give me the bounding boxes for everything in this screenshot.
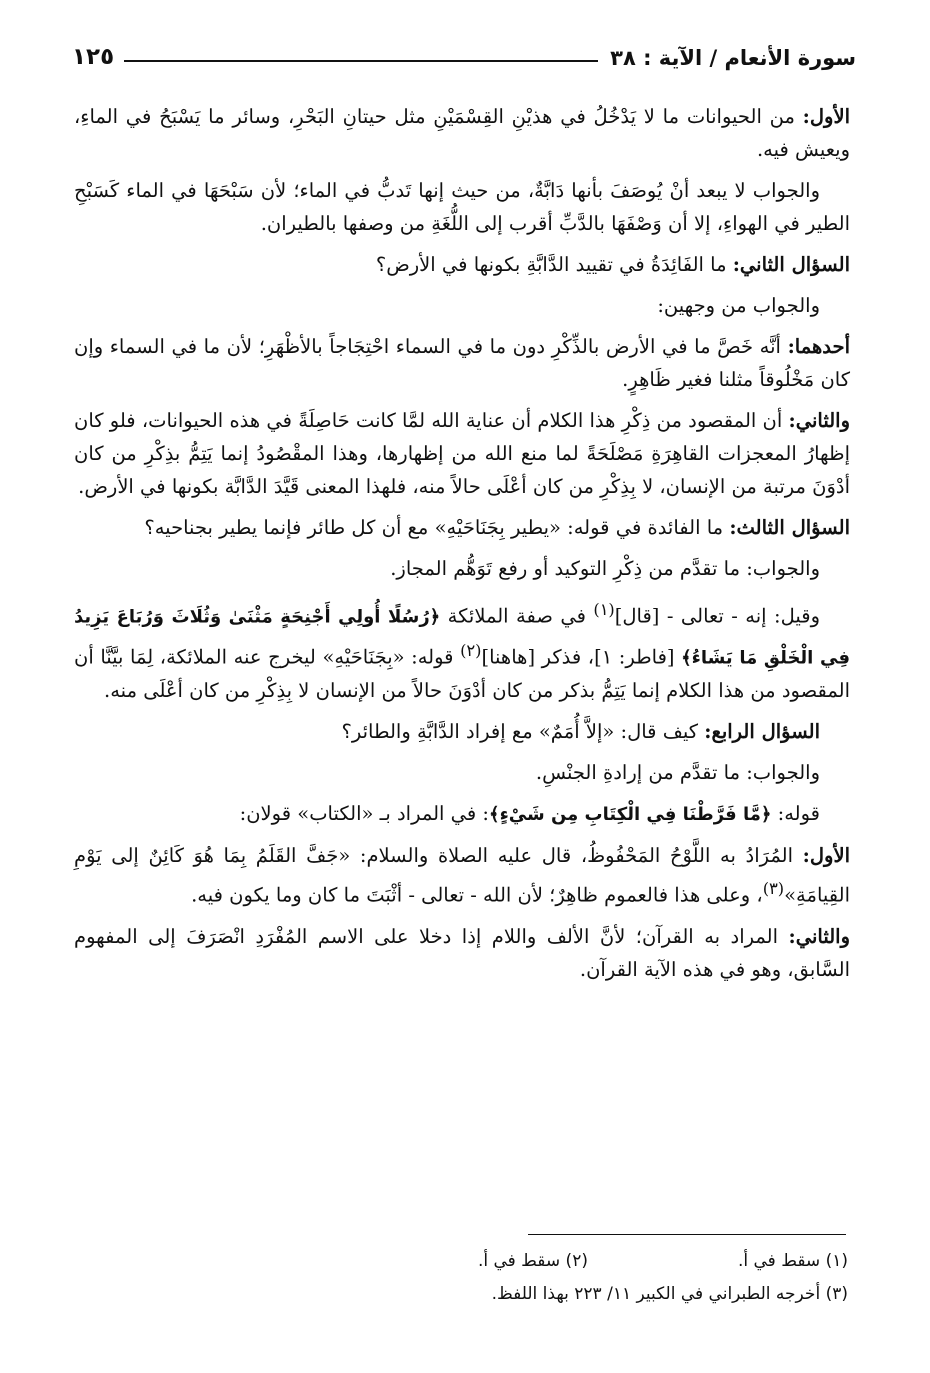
paragraph-question-2 (74, 248, 850, 281)
page-number: ١٢٥ (72, 44, 115, 70)
running-header (72, 30, 856, 70)
paragraph-text: أن المقصود من ذِكْرِ هذا الكلام أن عناية الله لمَّا كانت حَاصِلَةً في هذه الحيوانات، فلو كان إظهارُ المعجزات القاهِرَةِ مَصْلَحَةً لما منع الله من إظهارها، وهذا المقْصُودُ إنما يَتِمُّ بذِكْرِ من كان أدْوَنَ مرتبة من الإنسان، لا بِذِكْرِ من كان أعْلَى حالاً منه، فلهذا المعنى قَيَّدَ الدَّابَّة بكونها في الأرض. (74, 409, 850, 498)
paragraph-text: المراد به القرآن؛ لأنَّ الألف واللام إذا دخلا على الاسم المُفْرَدِ انْصَرَفَ إلى المفهوم السَّابق، وهو في هذه الآية القرآن. (74, 924, 850, 981)
paragraph-first-case (74, 100, 850, 166)
footnote-3: (٣) أخرجه الطبراني في الكبير ١١/ ٢٢٣ بهذا اللفظ. (491, 1284, 848, 1304)
footnote-divider (528, 1234, 846, 1235)
paragraph-text: والجواب: ما تقدَّم من إرادةِ الجنْسِ. (535, 761, 820, 784)
paragraph-label: الأول: (802, 844, 850, 867)
header-rule (124, 60, 598, 62)
paragraph-label: أحدهما: (787, 335, 850, 358)
footnote-1: (١) سقط في أ. (737, 1251, 848, 1271)
quran-quote: ﴿مَّا فَرَّطْنَا فِي الْكِتَابِ مِن شَيْءٍ﴾ (489, 804, 772, 825)
paragraph-text: : في المراد بـ «الكتاب» قولان: (239, 802, 490, 825)
paragraph-answer-2-intro (74, 289, 850, 322)
paragraph-question-4 (74, 715, 850, 748)
paragraph-text: والجواب من وجهين: (657, 294, 820, 317)
paragraph-label: والثاني: (788, 924, 850, 948)
paragraph-alternative-view (74, 593, 850, 707)
paragraph-text: من الحيوانات ما لا يَدْخُلُ في هذيْنِ القِسْمَيْنِ مثل حيتانِ البَحْرِ، وسائر ما يَسْبَحُ في الماءِ، ويعيش فيه. (74, 105, 850, 161)
paragraph-second-opinion (74, 920, 850, 986)
paragraph-question-3 (74, 511, 850, 544)
paragraph-text: [فاطر: ١]، فذكر [هاهنا] (481, 645, 682, 668)
paragraph-label: السؤال الثاني: (732, 253, 850, 276)
footnote-ref-2: (٢) (460, 640, 482, 660)
page-body (74, 100, 850, 994)
quran-quote: ﴿رُسُلًا أُولِي أَجْنِحَةٍ مَثْنَىٰ وَثُلَاثَ وَرُبَاعَ يَزِيدُ فِي الْخَلْقِ مَا يَشَاءُ﴾ (74, 606, 850, 668)
paragraph-text: ما الفَائِدَةُ في تقييد الدَّابَّةِ بكونها في الأرض؟ (375, 253, 733, 276)
paragraph-answer-1 (74, 174, 850, 240)
paragraph-verse-quote (74, 797, 850, 831)
paragraph-first-opinion (74, 839, 850, 912)
footnote-2: (٢) سقط في أ. (477, 1251, 588, 1271)
paragraph-text: المُرَادُ به اللَّوْحُ المَحْفُوظُ، قال عليه الصلاة والسلام: «جَفَّ القَلَمُ بِمَا هُوَ كَائِنٌ إلى يَوْمِ القِيامَةِ» (74, 844, 850, 907)
paragraph-first-aspect (74, 330, 850, 396)
paragraph-text: والجواب: ما تقدَّم من ذِكْرِ التوكيد أو رفع تَوَهُّم المجاز. (390, 557, 820, 580)
paragraph-answer-4 (74, 756, 850, 789)
paragraph-second-aspect (74, 404, 850, 503)
footnote-row (74, 1245, 848, 1278)
paragraph-text: كيف قال: «إلاَّ أُمَمٌ» مع إفراد الدَّابَّةِ والطائر؟ (341, 720, 705, 743)
paragraph-label: السؤال الثالث: (729, 516, 850, 539)
paragraph-text: في صفة الملائكة (440, 604, 594, 628)
paragraph-text: قوله: «بِجَنَاحَيْهِ» ليخرج عنه الملائكة، لِمَا بيَّنَّا أن المقصود من هذا الكلام إنما يَتِمُّ بذكر من كان أدْوَنَ حالاً من الإنسان لا بِذِكْرِ من كان أعْلَى منه. (74, 645, 850, 702)
paragraph-text: وقيل: إنه - تعالى - [قال] (614, 604, 820, 628)
paragraph-text: ما الفائدة في قوله: «يطير بِجَنَاحَيْهِ» مع أن كل طائر فإنما يطير بجناحيه؟ (144, 516, 730, 539)
paragraph-text: والجواب لا يبعد أنْ يُوصَفَ بأنها دَابَّةٌ، من حيث إنها تَدبُّ في الماء؛ لأن سَبْحَهَا في الماء كَسَبْحِ الطير في الهواءِ، إلا أن وَصْفَهَا بالدَّبِّ أقرب إلى اللُّغَةِ من وصفها بالطيران. (74, 179, 850, 235)
footnote-ref-1: (١) (593, 600, 615, 619)
paragraph-label: السؤال الرابع: (704, 720, 820, 743)
paragraph-text: ، وعلى هذا فالعموم ظاهِرٌ؛ لأن الله - تعالى - أثْبَتَ ما كان وما يكون فيه. (191, 883, 763, 907)
footnote-ref-3: (٣) (762, 879, 785, 898)
footnotes (74, 1245, 848, 1311)
paragraph-text: قوله: (771, 802, 820, 825)
paragraph-answer-3 (74, 552, 850, 585)
paragraph-text: أنَّه خَصَّ ما في الأرض بالذِّكْرِ دون ما في السماء احْتِجَاجاً بالأظْهَرِ؛ لأن ما في السماء وإن كان مَخْلُوقاً مثلنا فغير ظَاهِرٍ. (74, 335, 850, 391)
paragraph-label: الأول: (802, 105, 850, 128)
paragraph-label: والثاني: (788, 409, 850, 432)
surah-verse-title: سورة الأنعام / الآية : ٣٨ (610, 46, 856, 70)
